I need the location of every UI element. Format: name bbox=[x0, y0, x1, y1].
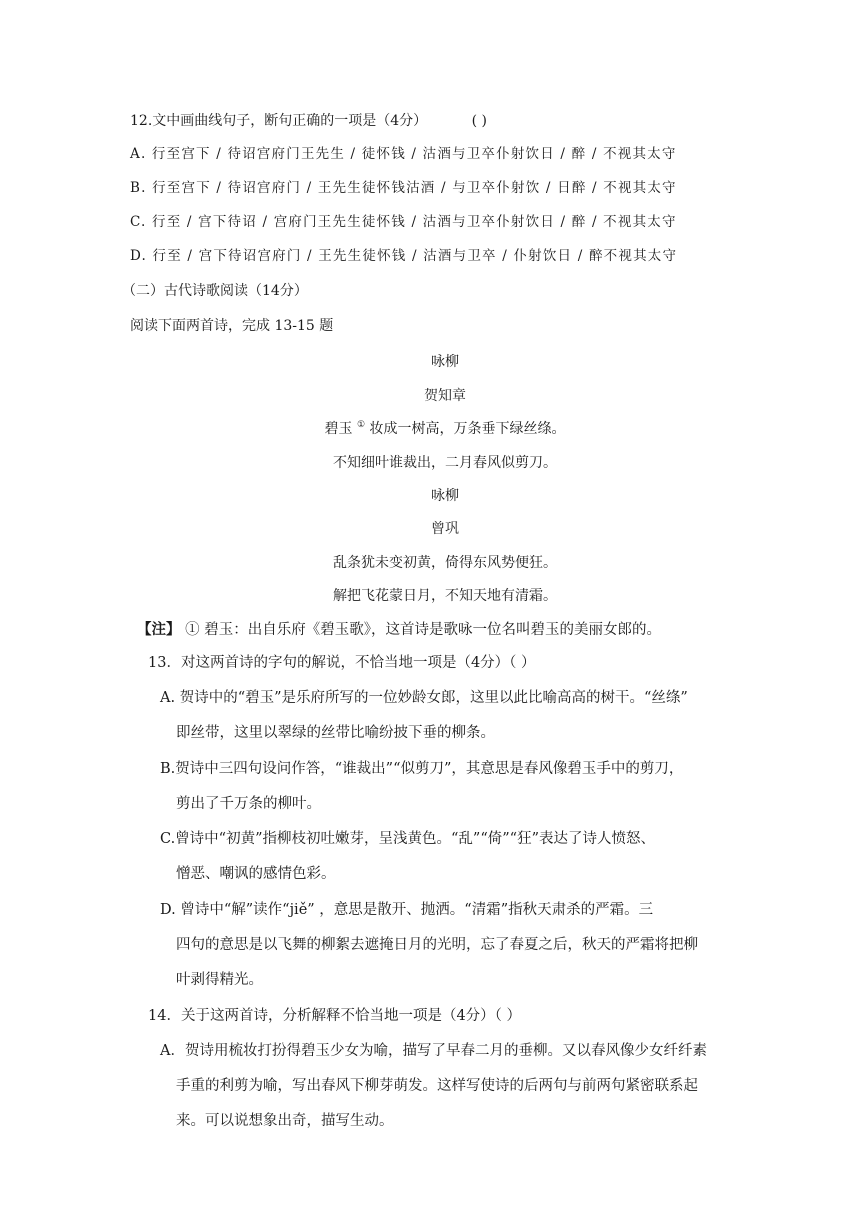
section-heading: （二）古代诗歌阅读（14分） bbox=[122, 283, 308, 299]
q12-option-d: D. 行至 / 宫下待诏宫府门 / 王先生徒怀钱 / 沽酒与卫卒 / 仆射饮日 / 醉不视其太守 bbox=[130, 248, 678, 264]
q12-stem-text: 12.文中画曲线句子，断句正确的一项是（4分） bbox=[130, 113, 428, 129]
q12-stem bbox=[130, 113, 487, 130]
q13-option-d-line2: 四句的意思是以飞舞的柳絮去遮掩日月的光明，忘了春夏之后，秋天的严霜将把柳 bbox=[176, 937, 698, 953]
poem2-title: 咏柳 bbox=[431, 488, 459, 504]
q14-option-a-line1: A．贺诗用梳妆打扮得碧玉少女为喻，描写了早春二月的垂柳。又以春风像少女纤纤素 bbox=[160, 1043, 707, 1059]
q12-option-c: C. 行至 / 宫下待诏 / 宫府门王先生徒怀钱 / 沽酒与卫卒仆射饮日 / 醉 / 不视其太守 bbox=[130, 214, 677, 230]
footnote bbox=[137, 621, 661, 639]
section-instruction: 阅读下面两首诗，完成 13-15 题 bbox=[130, 318, 334, 334]
q13-option-c-line2: 憎恶、嘲讽的感情色彩。 bbox=[176, 866, 336, 882]
poem2-author: 曾巩 bbox=[431, 521, 459, 537]
q13-option-a-line2: 即丝带，这里以翠绿的丝带比喻纷披下垂的柳条。 bbox=[176, 725, 495, 741]
q13-option-d-line1: D. 曾诗中“解”读作“jiě” ，意思是散开、抛洒。“清霜”指秋天肃杀的严霜。三 bbox=[160, 902, 654, 918]
poem1-line2: 不知细叶谁裁出，二月春风似剪刀。 bbox=[333, 455, 557, 471]
q12-answer-paren: ( ) bbox=[471, 113, 487, 129]
q14-stem: 14．关于这两首诗，分析解释不恰当地一项是（4分）（ ） bbox=[148, 1008, 522, 1024]
poem2-line2: 解把飞花蒙日月，不知天地有清霜。 bbox=[333, 588, 557, 604]
q13-stem: 13．对这两首诗的字句的解说，不恰当地一项是（4分）（ ） bbox=[148, 655, 536, 671]
q13-option-a-line1: A. 贺诗中的“碧玉”是乐府所写的一位妙龄女郎，这里以此比喻高高的树干。“丝绦” bbox=[160, 690, 688, 706]
footnote-text: ① 碧玉：出自乐府《碧玉歌》，这首诗是歌咏一位名叫碧玉的美丽女郎的。 bbox=[185, 622, 661, 638]
q14-option-a-line2: 手重的利剪为喻，写出春风下柳芽萌发。这样写使诗的后两句与前两句紧密联系起 bbox=[176, 1078, 698, 1094]
poem1-line1 bbox=[0, 418, 860, 438]
q12-option-b: B. 行至宫下 / 待诏宫府门 / 王先生徒怀钱沽酒 / 与卫卒仆射饮 / 日醉 / 不视其太守 bbox=[130, 180, 677, 196]
q14-option-a-line3: 来。可以说想象出奇，描写生动。 bbox=[176, 1113, 394, 1129]
q13-option-c-line1: C.曾诗中“初黄”指柳枝初吐嫩芽，呈浅黄色。“乱”“倚”“狂”表达了诗人愤怒、 bbox=[160, 831, 655, 847]
q13-option-b-line1: B.贺诗中三四句设问作答，“谁裁出”“似剪刀”，其意思是春风像碧玉手中的剪刀， bbox=[160, 761, 684, 777]
poem1-line1-b: 妆成一树高，万条垂下绿丝绦。 bbox=[369, 421, 566, 437]
q12-option-a: A. 行至宫下 / 待诏宫府门王先生 / 徒怀钱 / 沽酒与卫卒仆射饮日 / 醉 / 不视其太守 bbox=[130, 146, 677, 162]
footnote-marker: ① bbox=[356, 420, 366, 430]
poem1-title: 咏柳 bbox=[431, 354, 459, 370]
poem2-line1: 乱条犹未变初黄，倚得东风势便狂。 bbox=[333, 555, 557, 571]
poem1-author: 贺知章 bbox=[424, 388, 466, 404]
footnote-tag: 【注】 bbox=[137, 621, 181, 638]
q13-option-d-line3: 叶剥得精光。 bbox=[176, 972, 263, 988]
q13-option-b-line2: 剪出了千万条的柳叶。 bbox=[176, 796, 321, 812]
poem1-line1-a: 碧玉 bbox=[324, 421, 353, 437]
